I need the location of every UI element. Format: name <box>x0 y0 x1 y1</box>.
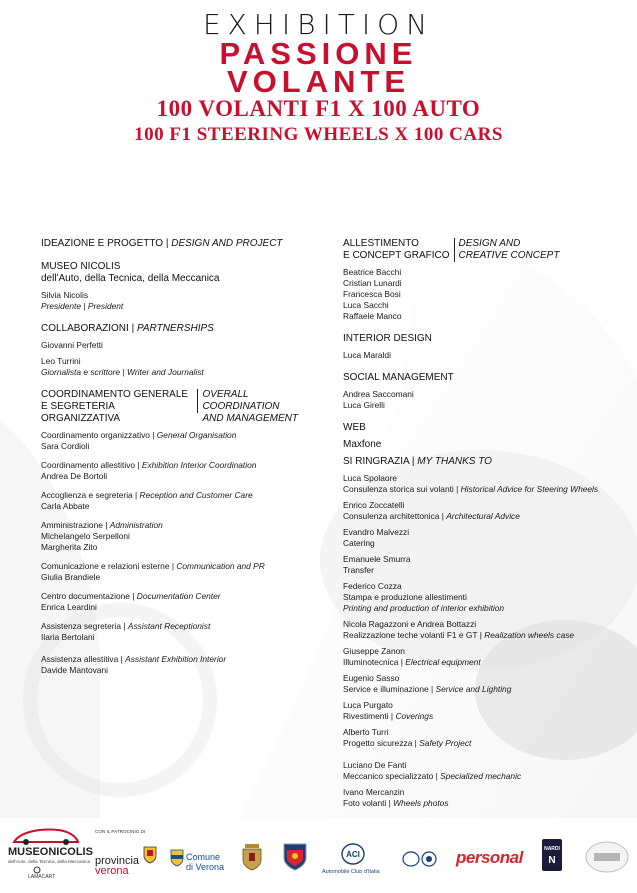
museo-nicolis-tagline: dell'Auto, della Tecnica, della Meccanica <box>8 859 90 864</box>
aci-logo-text: Automobile Club d'Italia <box>322 869 380 875</box>
subtitle-english: 100 F1 STEERING WHEELS X 100 CARS <box>134 124 503 145</box>
section-ideazione: IDEAZIONE E PROGETTO | DESIGN AND PROJECT <box>41 238 283 249</box>
exhibition-heading: EXHIBITION <box>202 8 435 41</box>
person-name: Raffaele Manco <box>343 311 402 321</box>
person-role: Giornalista e scrittore | Writer and Journalist <box>41 367 204 377</box>
credit-entry: Centro documentazione | Documentation Center Enrica Leardini <box>41 591 221 612</box>
aci-verona-icon <box>401 849 441 869</box>
section-allestimento: ALLESTIMENTO E CONCEPT GRAFICO DESIGN AND CREATIVE CONCEPT <box>343 238 560 261</box>
thanks-entry: Ivano Mercanzin Foto volanti | Wheels photos <box>343 787 449 808</box>
person-name: Giovanni Perfetti <box>41 340 103 350</box>
thanks-entry: Luca Spolaore Consulenza storica sui volanti | Historical Advice for Steering Wheels <box>343 473 599 494</box>
personal-logo: personal <box>456 848 523 867</box>
section-collaborazioni: COLLABORAZIONI | PARTNERSHIPS <box>41 323 214 334</box>
thanks-entry: Luciano De Fanti Meccanico specializzato | Specialized mechanic <box>343 760 522 781</box>
provincia-shield-icon <box>143 846 157 864</box>
museo-name: MUSEO NICOLIS <box>41 261 121 272</box>
person-name: Luca Maraldi <box>343 350 391 360</box>
section-coordinamento: COORDINAMENTO GENERALE E SEGRETERIA ORGANIZZATIVA OVERALL COORDINATION AND MANAGEMENT <box>41 389 299 424</box>
thanks-entry: Alberto Turri Progetto sicurezza | Safety Project <box>343 727 472 748</box>
museo-desc: dell'Auto, della Tecnica, della Meccanica <box>41 273 220 284</box>
museo-nicolis-car-logo <box>10 826 82 846</box>
person-name: Silvia Nicolis <box>41 290 89 300</box>
regional-shield-icon <box>282 842 308 872</box>
sponsor-circular-logo <box>584 840 630 874</box>
comune-verona-shield-icon <box>170 849 184 867</box>
person-name: Leo Turrini <box>41 356 81 366</box>
lamacart-icon <box>32 866 42 874</box>
thanks-entry: Emanuele Smurra Transfer <box>343 554 411 575</box>
credits-right-column <box>343 238 613 809</box>
credit-entry: Comunicazione e relazioni esterne | Communication and PR Giulia Brandiele <box>41 561 265 582</box>
provincia-verona-logo: provincia verona <box>95 855 140 877</box>
credits-left-column <box>41 238 326 676</box>
subtitle-italian: 100 VOLANTI F1 X 100 AUTO <box>156 96 481 121</box>
thanks-entry: Giuseppe Zanon Illuminotecnica | Electrical equipment <box>343 646 481 667</box>
person-name: Cristian Lunardi <box>343 278 402 288</box>
person-role: Presidente | President <box>41 301 124 311</box>
person-name: Francesca Bosi <box>343 289 401 299</box>
patronage-label: CON IL PATROCINIO DI <box>95 829 146 834</box>
person-name: Luca Sacchi <box>343 300 389 310</box>
section-social-management: SOCIAL MANAGEMENT <box>343 372 454 383</box>
svg-text:NARDI: NARDI <box>544 846 560 852</box>
section-interior-design: INTERIOR DESIGN <box>343 333 432 344</box>
thanks-entry: Luca Purgato Rivestimenti | Coverings <box>343 700 434 721</box>
nardi-logo <box>541 838 563 872</box>
svg-text:N: N <box>548 855 556 866</box>
credit-entry: Assistenza segreteria | Assistant Receptionist Ilaria Bertolani <box>41 621 211 642</box>
credit-entry: Accoglienza e segreteria | Reception and Customer Care Carla Abbate <box>41 490 253 511</box>
credit-entry: Assistenza allestitiva | Assistant Exhibition Interior Davide Mantovani <box>41 654 227 675</box>
city-crest-icon <box>241 842 263 872</box>
svg-text:ACI: ACI <box>346 850 360 859</box>
lamacart-logo: LAMACART <box>28 874 56 880</box>
credit-entry: Amministrazione | Administration Michelangelo Serpelloni Margherita Zito <box>41 520 163 552</box>
thanks-entry: Nicola Ragazzoni e Andrea Bottazzi Realizzazione teche volanti F1 e GT | Realization wheels case <box>343 619 575 640</box>
person-name: Andrea Saccomani <box>343 389 414 399</box>
title-passione: PASSIONE <box>219 36 418 71</box>
museo-nicolis-logo: MUSEONICOLIS <box>8 846 93 858</box>
web-partner: Maxfone <box>343 439 382 450</box>
credit-entry: Coordinamento organizzativo | General Organisation Sara Cordioli <box>41 430 237 451</box>
thanks-entry: Enrico Zoccatelli Consulenza architettonica | Architectural Advice <box>343 500 520 521</box>
thanks-entry: Eugenio Sasso Service e illuminazione | Service and Lighting <box>343 673 512 694</box>
person-name: Beatrice Bacchi <box>343 267 402 277</box>
thanks-entry: Federico Cozza Stampa e produzione allestimenti Printing and production of interior exhibition <box>343 581 505 613</box>
thanks-entry: Evandro Malvezzi Catering <box>343 527 410 548</box>
section-web: WEB <box>343 422 366 433</box>
aci-icon <box>341 843 365 865</box>
credit-entry: Coordinamento allestitivo | Exhibition Interior Coordination Andrea De Bortoli <box>41 460 257 481</box>
title-volante: VOLANTE <box>226 64 411 99</box>
comune-verona-logo: Comune di Verona <box>186 852 225 872</box>
person-name: Luca Girelli <box>343 400 385 410</box>
section-thanks: SI RINGRAZIA | MY THANKS TO <box>343 456 492 467</box>
